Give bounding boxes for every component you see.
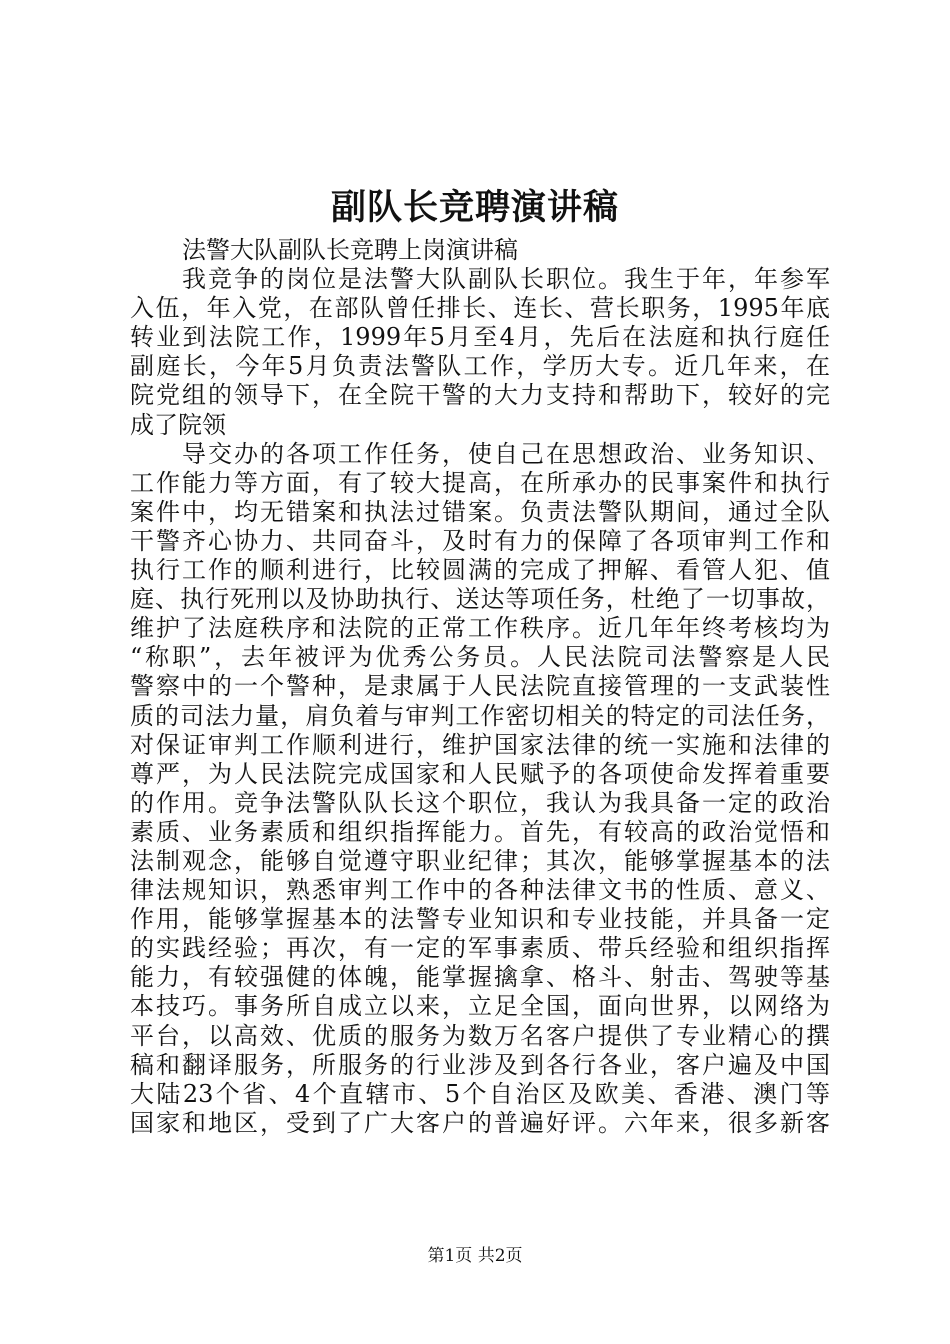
paragraph-2-line: 本技巧。事务所自成立以来，立足全国，面向世界，以网络为: [130, 992, 830, 1021]
paragraph-2-line: “称职”，去年被评为优秀公务员。人民法院司法警察是人民: [130, 643, 830, 672]
document-title: 副队长竞聘演讲稿: [330, 187, 619, 228]
paragraph-2-line: 律法规知识，熟悉审判工作中的各种法律文书的性质、意义、: [130, 876, 830, 905]
paragraph-1-line: 副庭长，今年5月负责法警队工作，学历大专。近几年来，在: [130, 352, 830, 381]
paragraph-2-line: 素质、业务素质和组织指挥能力。首先，有较高的政治觉悟和: [130, 817, 830, 846]
paragraph-1-line: 入伍，年入党，在部队曾任排长、连长、营长职务，1995年底: [130, 294, 830, 323]
paragraph-2-line: 的作用。竞争法警队队长这个职位，我认为我具备一定的政治: [130, 788, 830, 817]
document-subtitle: 法警大队副队长竞聘上岗演讲稿: [182, 236, 518, 264]
paragraph-1-line: 转业到法院工作，1999年5月至4月，先后在法庭和执行庭任: [130, 323, 830, 352]
paragraph-2-line: 平台，以高效、优质的服务为数万名客户提供了专业精心的撰: [130, 1021, 830, 1050]
paragraph-2-line: 庭、执行死刑以及协助执行、送达等项任务，杜绝了一切事故，: [130, 585, 830, 614]
paragraph-2-line: 维护了法庭秩序和法院的正常工作秩序。近几年年终考核均为: [130, 614, 830, 643]
paragraph-2-line: 大陆23个省、4个直辖市、5个自治区及欧美、香港、澳门等: [130, 1079, 830, 1108]
paragraph-1-line: 院党组的领导下，在全院干警的大力支持和帮助下，较好的完: [130, 381, 830, 410]
paragraph-2-line: 干警齐心协力、共同奋斗，及时有力的保障了各项审判工作和: [130, 526, 830, 555]
paragraph-2-line: 执行工作的顺利进行，比较圆满的完成了押解、看管人犯、值: [130, 556, 830, 585]
paragraph-2-line: 导交办的各项工作任务，使自己在思想政治、业务知识、: [182, 439, 830, 468]
paragraph-2-line: 作用，能够掌握基本的法警专业知识和专业技能，并具备一定: [130, 905, 830, 934]
page-number-footer: 第1页 共2页: [427, 1246, 523, 1266]
paragraph-2-line: 对保证审判工作顺利进行，维护国家法律的统一实施和法律的: [130, 730, 830, 759]
paragraph-2-line: 工作能力等方面，有了较大提高，在所承办的民事案件和执行: [130, 468, 830, 497]
paragraph-2-line: 能力，有较强健的体魄，能掌握擒拿、格斗、射击、驾驶等基: [130, 963, 830, 992]
paragraph-2-line: 法制观念，能够自觉遵守职业纪律；其次，能够掌握基本的法: [130, 846, 830, 875]
document-body: [130, 236, 830, 1138]
paragraph-2-line: 国家和地区，受到了广大客户的普遍好评。六年来，很多新客: [130, 1108, 830, 1137]
paragraph-2-line: 稿和翻译服务，所服务的行业涉及到各行各业，客户遍及中国: [130, 1050, 830, 1079]
paragraph-2-line: 警察中的一个警种，是隶属于人民法院直接管理的一支武装性: [130, 672, 830, 701]
paragraph-1-line: 我竞争的岗位是法警大队副队长职位。我生于年，年参军: [182, 265, 830, 294]
paragraph-2-line: 尊严，为人民法院完成国家和人民赋予的各项使命发挥着重要: [130, 759, 830, 788]
paragraph-2-line: 案件中，均无错案和执法过错案。负责法警队期间，通过全队: [130, 497, 830, 526]
paragraph-2-line: 的实践经验；再次，有一定的军事素质、带兵经验和组织指挥: [130, 934, 830, 963]
paragraph-1-line: 成了院领: [130, 410, 226, 439]
paragraph-2-line: 质的司法力量，肩负着与审判工作密切相关的特定的司法任务，: [130, 701, 830, 730]
